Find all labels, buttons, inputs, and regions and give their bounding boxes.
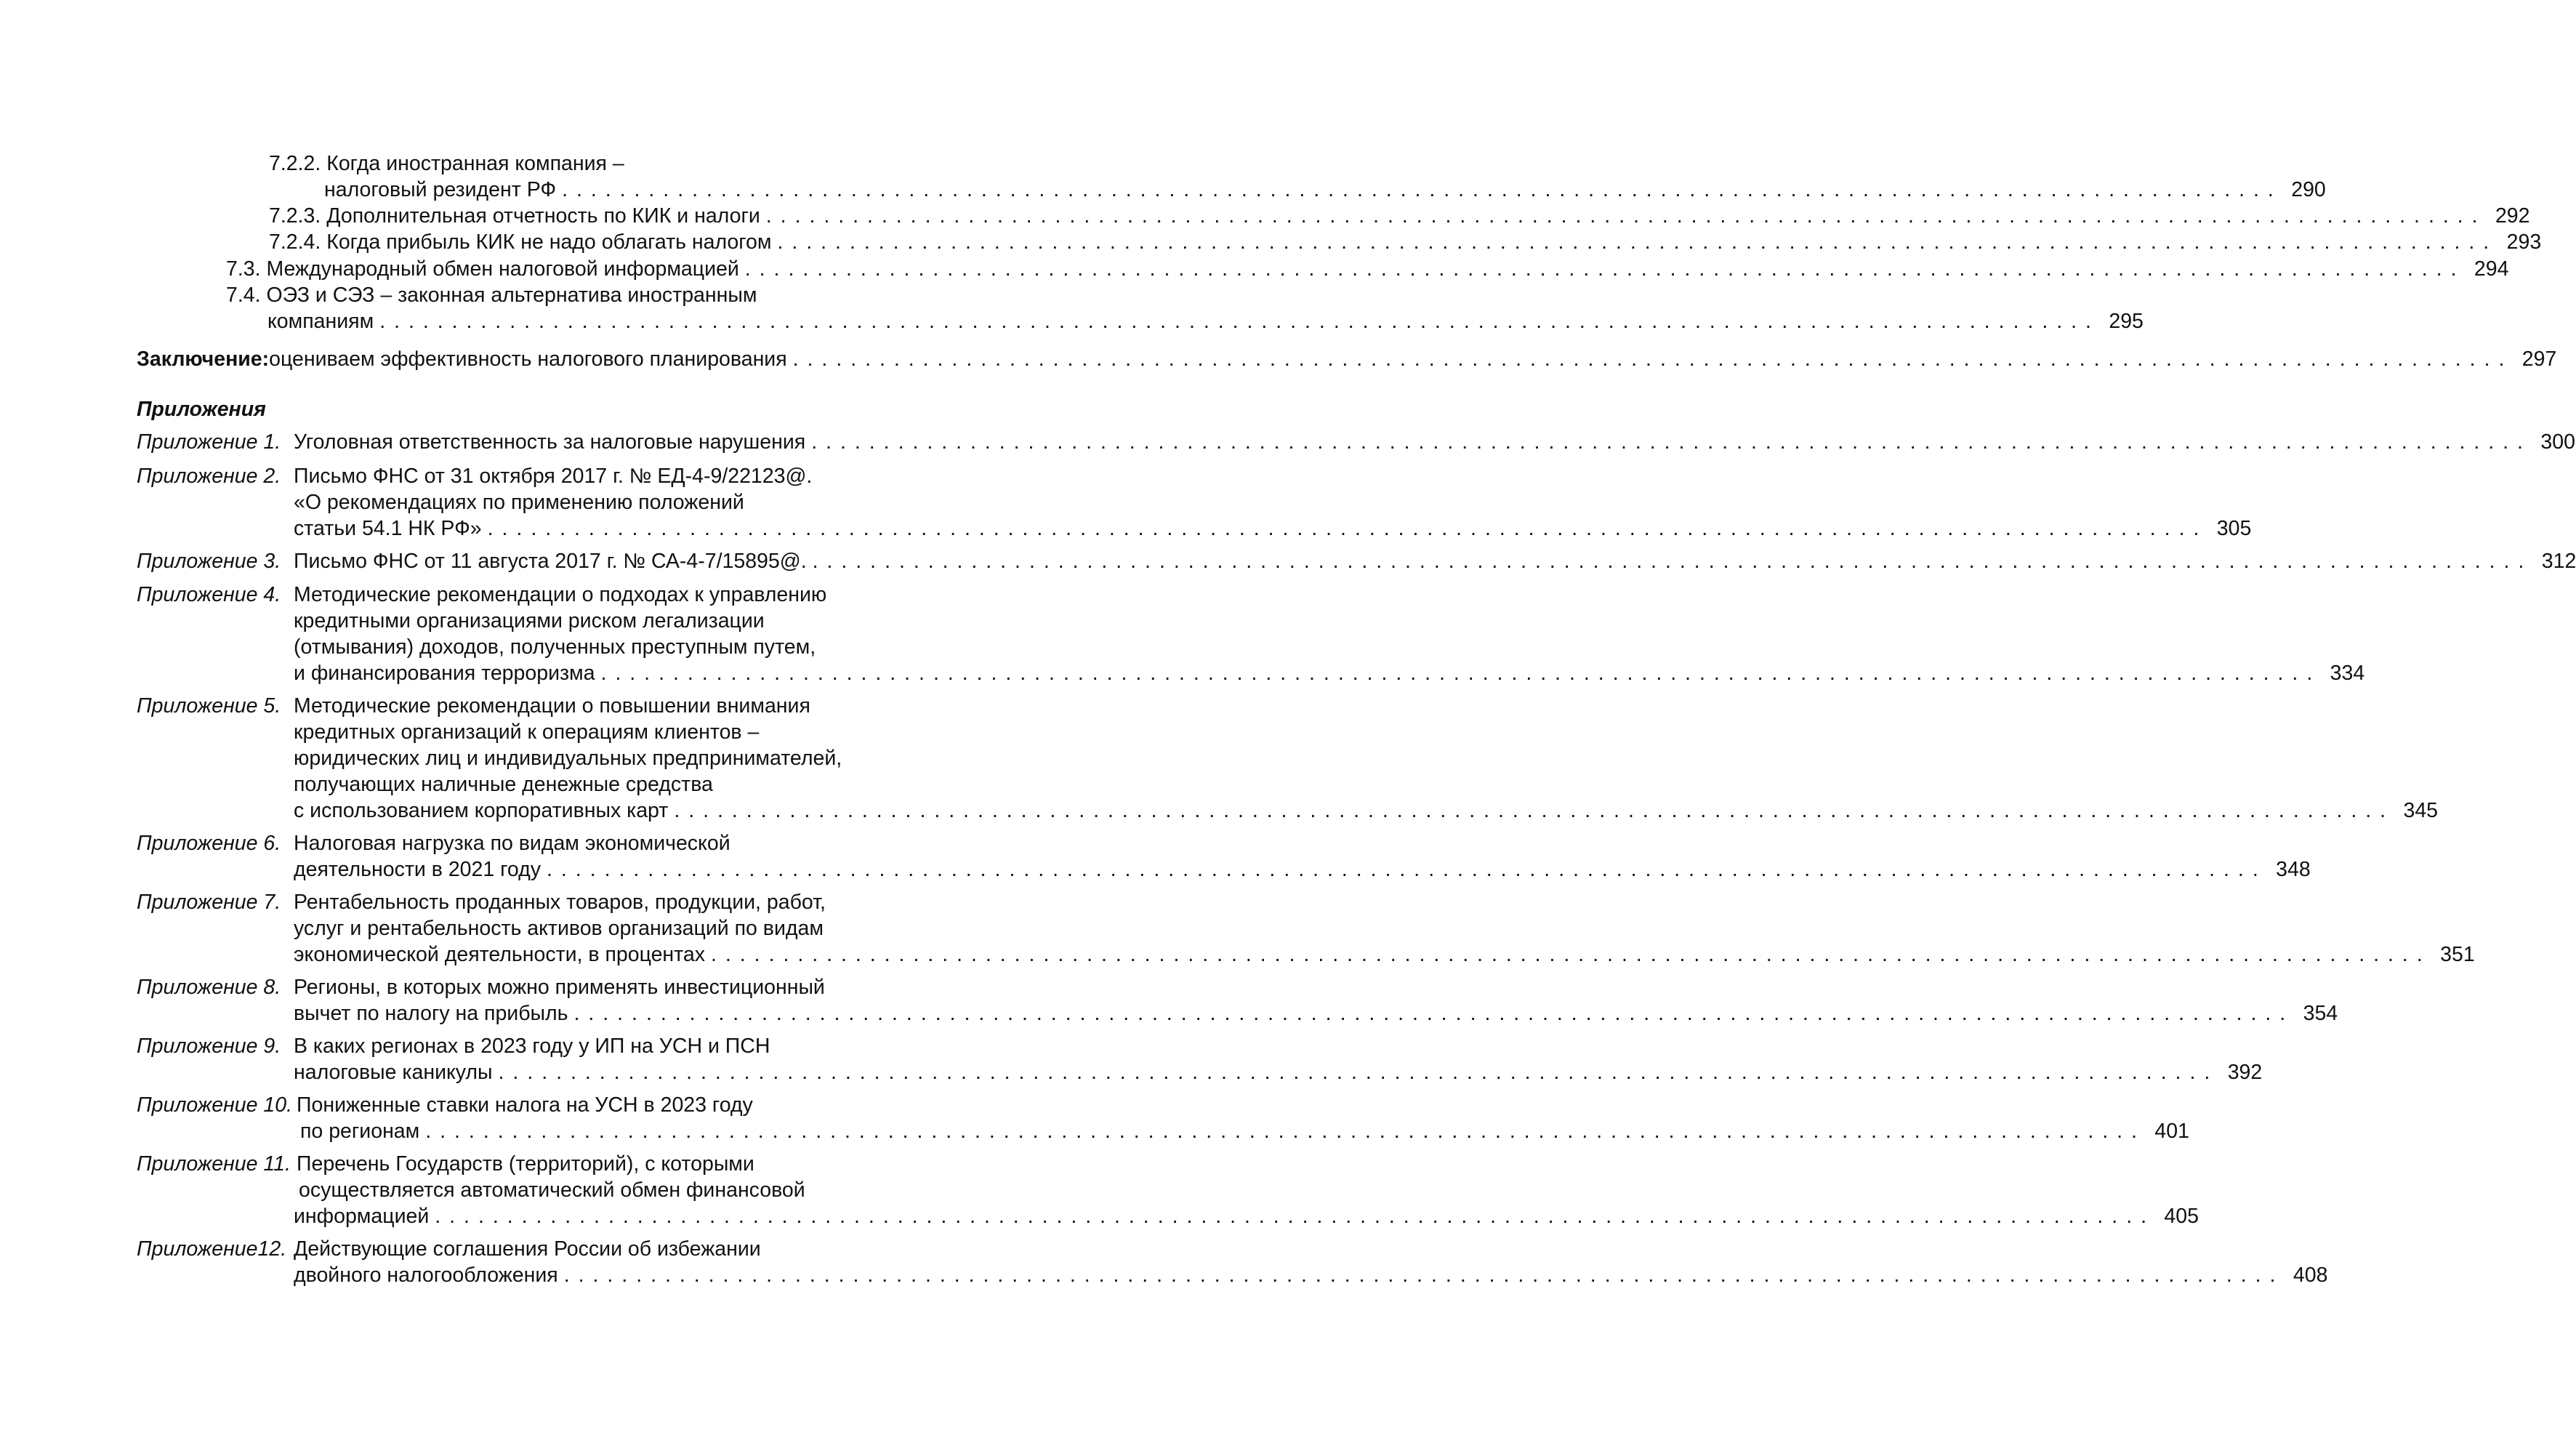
toc-line [300, 1118, 2189, 1145]
page-number[interactable]: 290 [2291, 178, 2326, 201]
toc-line [294, 941, 2475, 968]
toc-line [294, 489, 744, 516]
appendix-label: Приложение 4. [137, 583, 281, 606]
toc-line [294, 660, 2365, 687]
page-number[interactable]: 392 [2227, 1061, 2263, 1084]
appendix-label: Приложение 11. [137, 1152, 291, 1176]
toc-entry-title: налоговый резидент РФ [324, 178, 557, 201]
page-number[interactable]: 300 [2540, 430, 2575, 454]
conclusion-label: Заключение: [137, 348, 270, 371]
toc-entry-title: Методические рекомендации о повышении внимания [294, 694, 810, 718]
dot-leader: ....................................................................................................................... [379, 310, 2100, 333]
toc-entry-title: 7.3. Международный обмен налоговой информацией [226, 257, 739, 281]
dot-leader: ....................................................................................................................... [425, 1120, 2146, 1143]
dot-leader: ....................................................................................................................... [812, 550, 2533, 573]
toc-line [294, 463, 812, 490]
appendix-label: Приложение12. [137, 1237, 287, 1261]
appendix-label: Приложение 3. [137, 550, 281, 573]
appendix-label: Приложение 9. [137, 1035, 281, 1058]
toc-line [294, 745, 842, 772]
toc-line [294, 582, 826, 608]
dot-leader: ....................................................................................................................... [777, 230, 2498, 254]
toc-line [294, 1033, 770, 1060]
toc-entry-title: Уголовная ответственность за налоговые нарушения [294, 430, 806, 454]
toc-entry-title: Перечень Государств (территорий), с которыми [297, 1152, 754, 1176]
toc-line [269, 203, 2530, 230]
dot-leader: ....................................................................................................................... [435, 1205, 2155, 1228]
toc-entry-title: информацией [294, 1205, 430, 1228]
toc-line [269, 150, 624, 177]
page-number[interactable]: 334 [2330, 662, 2365, 685]
toc-entry-title: Регионы, в которых можно применять инвестиционный [294, 976, 825, 999]
toc-line [297, 1151, 754, 1178]
toc-line [294, 1203, 2199, 1230]
toc-entry-title: «О рекомендациях по применению положений [294, 491, 744, 514]
toc-line [294, 771, 713, 798]
dot-leader: ....................................................................................................................... [792, 348, 2513, 371]
page-number[interactable]: 305 [2216, 517, 2252, 540]
toc-entry-title: статьи 54.1 НК РФ» [294, 517, 482, 540]
toc-line [294, 719, 759, 746]
toc-line [269, 229, 2542, 256]
toc-entry-title: услуг и рентабельность активов организаций по видам [294, 917, 824, 940]
dot-leader: ....................................................................................................................... [562, 178, 2282, 201]
appendix-label: Приложение 1. [137, 430, 281, 454]
toc-line [267, 308, 2144, 335]
dot-leader: ....................................................................................................................... [811, 430, 2532, 454]
toc-entry-title: Рентабельность проданных товаров, продукции, работ, [294, 891, 826, 914]
toc-entry-title: экономической деятельности, в процентах [294, 943, 706, 966]
toc-line [294, 429, 2575, 456]
dot-leader: ....................................................................................................................... [600, 662, 2322, 685]
toc-entry-title: Пониженные ставки налога на УСН в 2023 году [297, 1093, 753, 1117]
toc-entry-title: 7.2.4. Когда прибыль КИК не надо облагать налогом [269, 230, 772, 254]
dot-leader: ....................................................................................................................... [487, 517, 2208, 540]
appendix-label: Приложение 8. [137, 976, 281, 999]
appendix-label: Приложение 6. [137, 832, 281, 855]
page-number[interactable]: 405 [2164, 1205, 2199, 1228]
toc-line [294, 634, 816, 661]
appendix-label: Приложение 5. [137, 694, 281, 718]
toc-line [294, 889, 826, 916]
toc-entry-title: оцениваем эффективность налогового планирования [269, 348, 787, 371]
toc-entry-title: (отмывания) доходов, полученных преступным путем, [294, 635, 816, 659]
toc-entry-title: вычет по налогу на прибыль [294, 1002, 568, 1025]
toc-entry-title: кредитных организаций к операциям клиентов – [294, 720, 760, 744]
toc-line [297, 1092, 753, 1119]
toc-line [299, 1177, 805, 1204]
toc-line [294, 915, 824, 942]
toc-entry-title: 7.2.2. Когда иностранная компания – [269, 152, 624, 175]
appendix-label: Приложение 7. [137, 891, 281, 914]
dot-leader: ....................................................................................................................... [498, 1061, 2219, 1084]
page-number[interactable]: 345 [2403, 799, 2439, 822]
page-number[interactable]: 295 [2109, 310, 2144, 333]
dot-leader: ....................................................................................................................... [547, 858, 2267, 881]
toc-entry-title: В каких регионах в 2023 году у ИП на УСН и ПСН [294, 1035, 770, 1058]
page-number[interactable]: 297 [2521, 348, 2557, 371]
toc-entry-title: осуществляется автоматический обмен финансовой [299, 1178, 805, 1202]
toc-entry-title: Письмо ФНС от 31 октября 2017 г. № ЕД-4-9/22123@. [294, 465, 813, 488]
section-heading: Приложения [137, 398, 266, 421]
page-number[interactable]: 354 [2303, 1002, 2338, 1025]
toc-entry-title: Письмо ФНС от 11 августа 2017 г. № СА-4-7/15895@. [294, 550, 807, 573]
toc-entry-title: налоговые каникулы [294, 1061, 493, 1084]
page-number[interactable]: 294 [2474, 257, 2509, 281]
dot-leader: ....................................................................................................................... [711, 943, 2431, 966]
toc-line-conclusion [137, 346, 2557, 373]
page-number[interactable]: 351 [2440, 943, 2475, 966]
toc-line [226, 282, 757, 309]
toc-line [294, 1000, 2338, 1027]
toc-entry-title: кредитными организациями риском легализации [294, 609, 765, 632]
toc-line [294, 693, 810, 720]
page-number[interactable]: 408 [2293, 1264, 2328, 1287]
toc-line [324, 177, 2326, 204]
dot-leader: ....................................................................................................................... [765, 204, 2487, 228]
toc-line [294, 856, 2311, 883]
dot-leader: ....................................................................................................................... [744, 257, 2466, 281]
appendix-label: Приложение 10. [137, 1093, 293, 1117]
toc-entry-title: Налоговая нагрузка по видам экономической [294, 832, 730, 855]
toc-entry-title: компаниям [267, 310, 374, 333]
toc-entry-title: с использованием корпоративных карт [294, 799, 669, 822]
toc-entry-title: и финансирования терроризма [294, 662, 595, 685]
page-number[interactable]: 312 [2541, 550, 2576, 573]
toc-line [294, 1236, 761, 1263]
dot-leader: ....................................................................................................................... [674, 799, 2395, 822]
toc-line [294, 548, 2576, 575]
page-number[interactable]: 348 [2276, 858, 2311, 881]
page-number[interactable]: 292 [2495, 204, 2530, 228]
page-number[interactable]: 401 [2154, 1120, 2189, 1143]
toc-entry-title: Действующие соглашения России об избежании [294, 1237, 761, 1261]
page-number[interactable]: 293 [2506, 230, 2542, 254]
toc-line [294, 798, 2439, 824]
toc-line [294, 515, 2252, 542]
toc-entry-title: деятельности в 2021 году [294, 858, 542, 881]
toc-entry-title: 7.4. ОЭЗ и СЭЗ – законная альтернатива иностранным [226, 284, 757, 307]
toc-entry-title: Методические рекомендации о подходах к управлению [294, 583, 827, 606]
toc-entry-title: получающих наличные денежные средства [294, 773, 713, 796]
toc-line [294, 1262, 2328, 1289]
toc-line [294, 1059, 2263, 1086]
toc-entry-title: по регионам [300, 1120, 420, 1143]
toc-line [294, 830, 730, 857]
toc-line [226, 256, 2509, 283]
toc-entry-title: двойного налогообложения [294, 1264, 558, 1287]
dot-leader: ....................................................................................................................... [563, 1264, 2285, 1287]
toc-line [294, 608, 765, 635]
dot-leader: ....................................................................................................................... [573, 1002, 2295, 1025]
appendix-label: Приложение 2. [137, 465, 281, 488]
toc-entry-title: 7.2.3. Дополнительная отчетность по КИК и налоги [269, 204, 760, 228]
toc-line [294, 974, 825, 1001]
toc-entry-title: юридических лиц и индивидуальных предпринимателей, [294, 747, 842, 770]
